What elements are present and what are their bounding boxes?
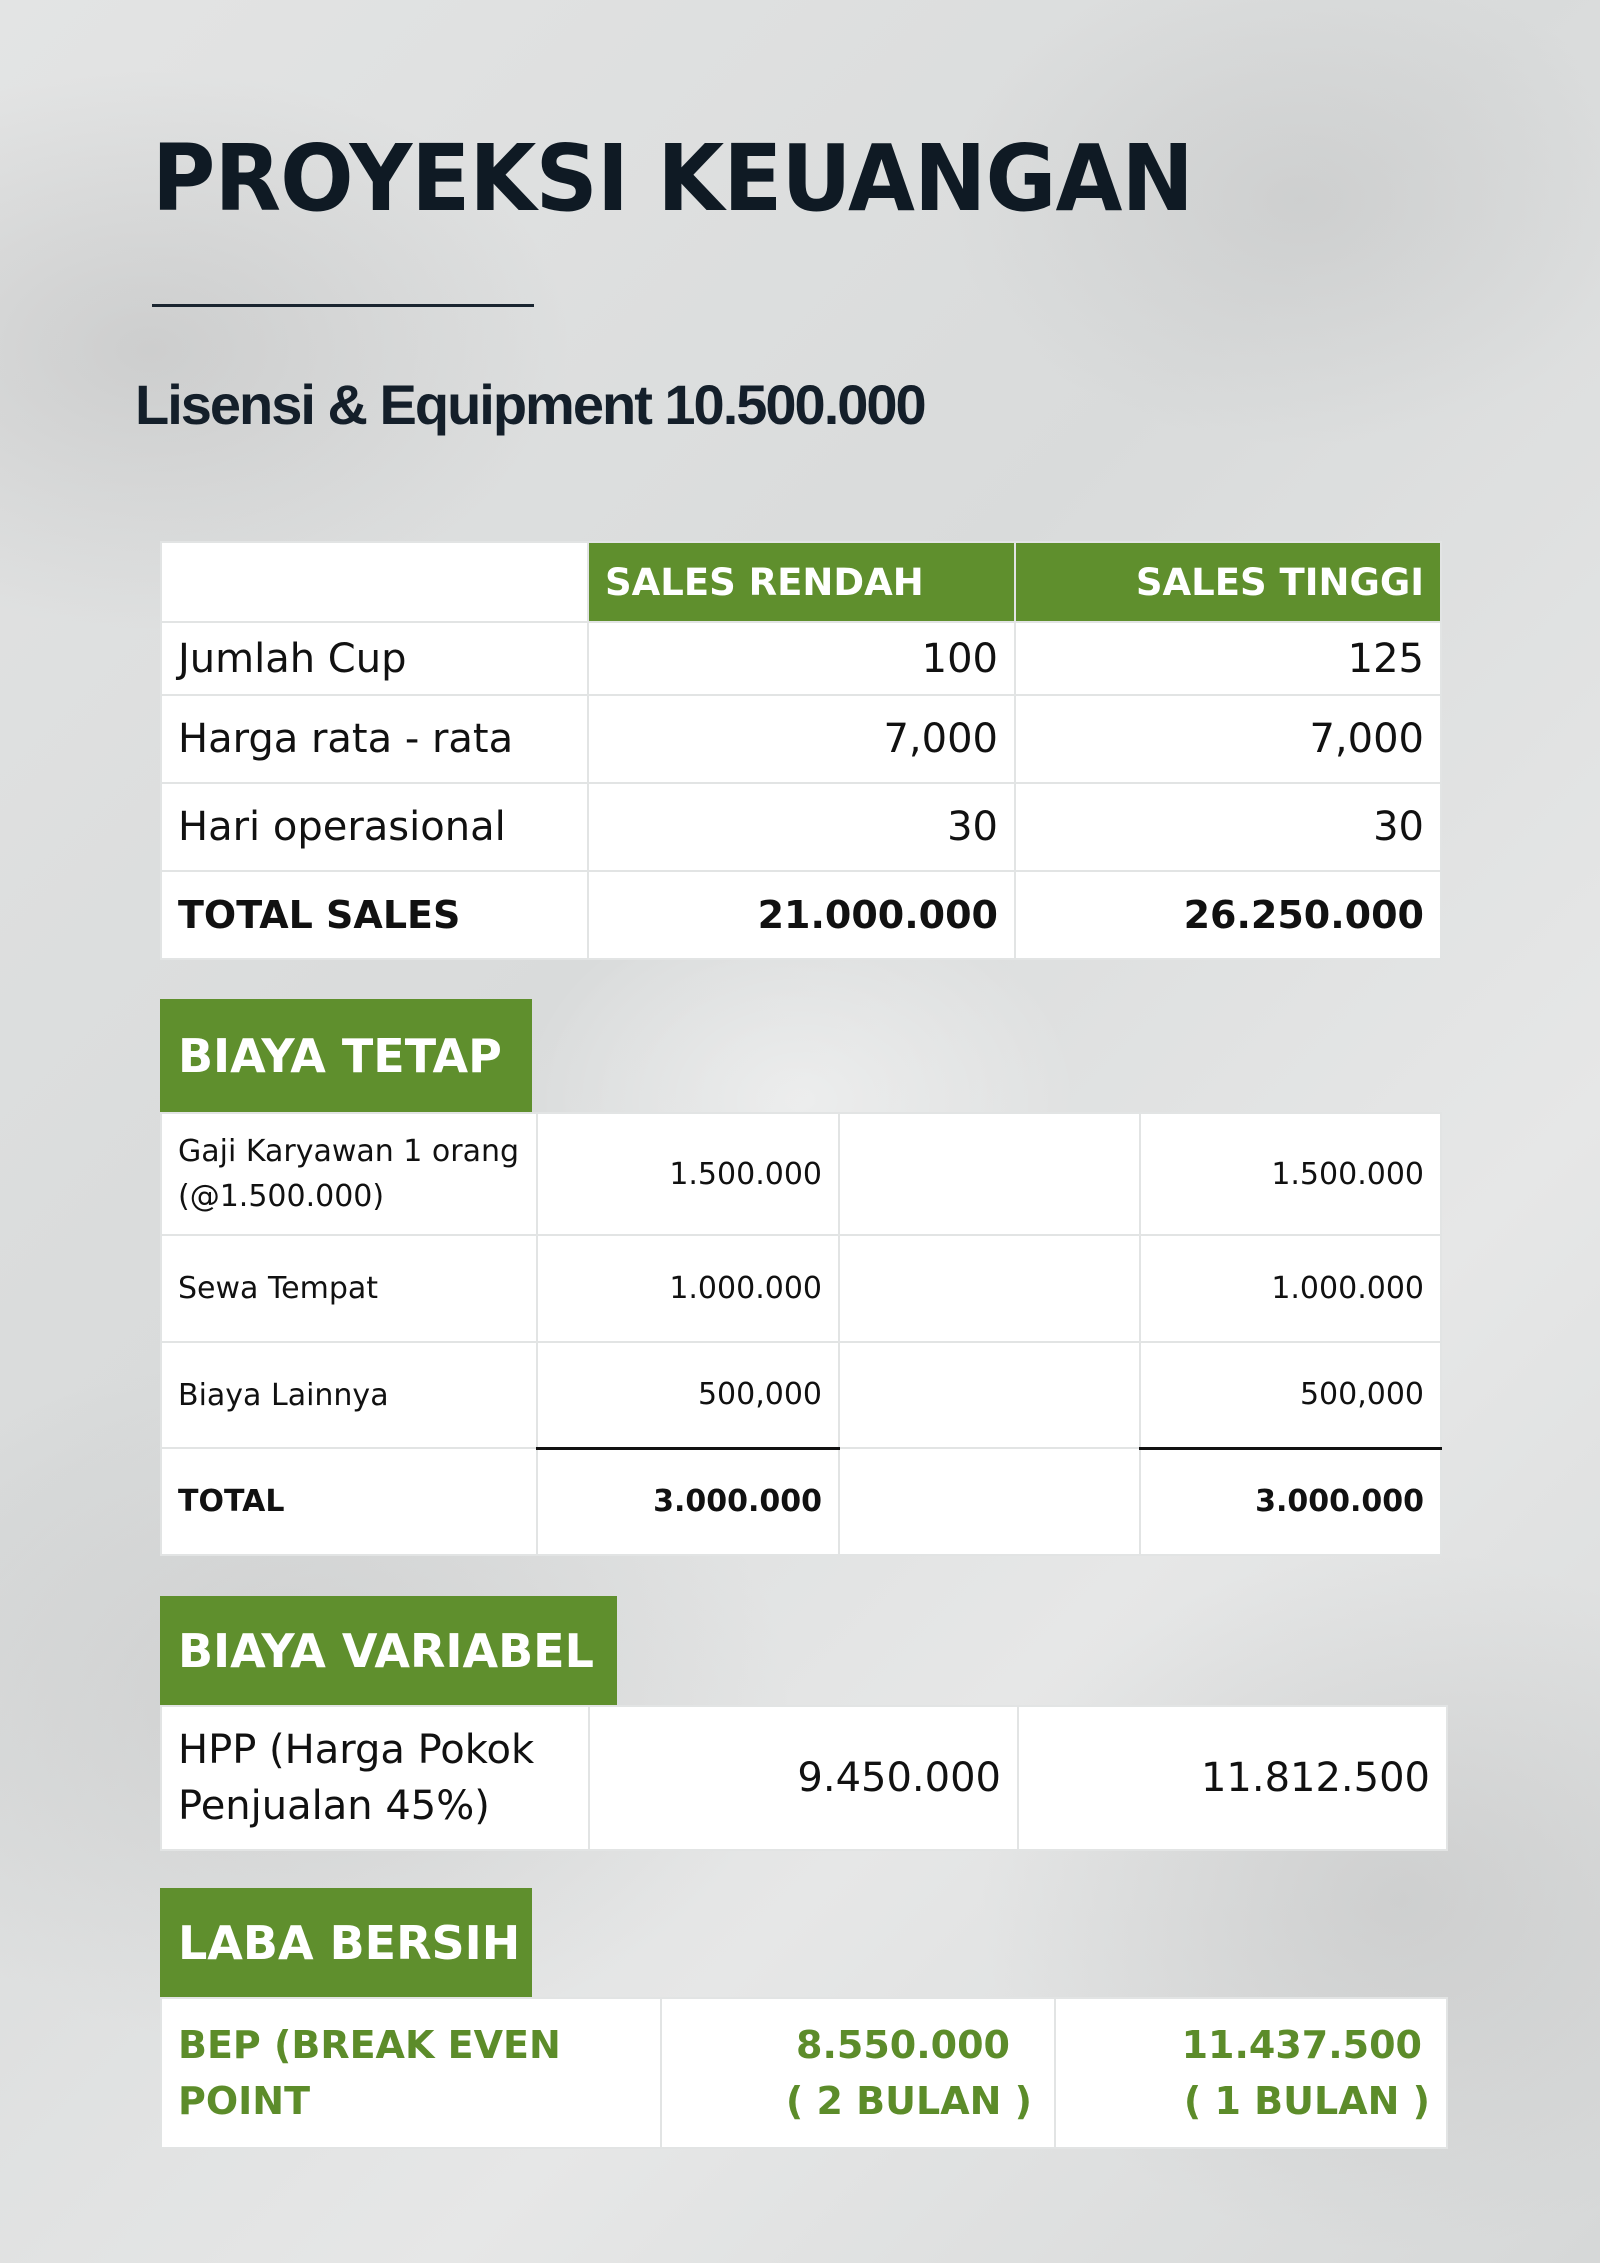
low-value: 9.450.000: [589, 1706, 1018, 1850]
variable-costs-heading: BIAYA VARIABEL: [160, 1596, 617, 1705]
total-sales-high: 26.250.000: [1015, 871, 1441, 959]
bep-low-months: ( 2 BULAN ): [785, 2079, 1032, 2123]
low-value: 7,000: [588, 695, 1015, 783]
empty-cell: [839, 1448, 1140, 1555]
bep-low-amount: 8.550.000: [796, 2023, 1010, 2067]
total-sales-label: TOTAL SALES: [161, 871, 588, 959]
label-line: Gaji Karyawan 1 orang: [178, 1134, 520, 1169]
label-line: (@1.500.000): [178, 1179, 385, 1214]
fixed-total-row: [161, 1448, 1441, 1555]
high-value: 1.500.000: [1140, 1113, 1441, 1235]
table-row: [161, 783, 1441, 871]
table-row: [161, 695, 1441, 783]
row-label: [161, 1706, 589, 1850]
table-row: [161, 1113, 1441, 1235]
empty-cell: [839, 1113, 1140, 1235]
high-value: [1055, 1998, 1447, 2148]
empty-cell: [839, 1235, 1140, 1342]
high-value: 11.812.500: [1018, 1706, 1447, 1850]
table-row: [161, 1998, 1447, 2148]
high-value: 7,000: [1015, 695, 1441, 783]
fixed-total-label: TOTAL: [161, 1448, 537, 1555]
low-value: 30: [588, 783, 1015, 871]
table-row: [161, 1706, 1447, 1850]
table-row: [161, 1235, 1441, 1342]
high-value: 1.000.000: [1140, 1235, 1441, 1342]
license-subtitle: Lisensi & Equipment 10.500.000: [135, 373, 925, 436]
variable-costs-table: [160, 1705, 1448, 1851]
row-label: Harga rata - rata: [161, 695, 588, 783]
row-label: Hari operasional: [161, 783, 588, 871]
high-value: 500,000: [1140, 1342, 1441, 1448]
row-label: Sewa Tempat: [161, 1235, 537, 1342]
low-value: 100: [588, 622, 1015, 695]
sales-table: [160, 541, 1442, 960]
empty-cell: [839, 1342, 1140, 1448]
fixed-costs-table: [160, 1112, 1442, 1556]
label-line: HPP (Harga Pokok: [178, 1727, 535, 1773]
sales-header-blank: [161, 542, 588, 622]
row-label: [161, 1998, 661, 2148]
fixed-costs-heading: BIAYA TETAP: [160, 999, 532, 1112]
low-value: 1.000.000: [537, 1235, 839, 1342]
label-line: Penjualan 45%): [178, 1783, 490, 1829]
low-value: 1.500.000: [537, 1113, 839, 1235]
high-value: 125: [1015, 622, 1441, 695]
bep-high-amount: 11.437.500: [1181, 2023, 1422, 2067]
sales-total-row: [161, 871, 1441, 959]
bep-high-months: ( 1 BULAN ): [1183, 2079, 1430, 2123]
total-sales-low: 21.000.000: [588, 871, 1015, 959]
low-value: [661, 1998, 1055, 2148]
table-row: [161, 622, 1441, 695]
row-label: Jumlah Cup: [161, 622, 588, 695]
page-title: PROYEKSI KEUANGAN: [152, 125, 1193, 232]
label-line: POINT: [178, 2079, 311, 2123]
sales-header-row: [161, 542, 1441, 622]
fixed-total-high: 3.000.000: [1140, 1448, 1441, 1555]
sales-low-header: SALES RENDAH: [588, 542, 1015, 622]
low-value: 500,000: [537, 1342, 839, 1448]
label-line: BEP (BREAK EVEN: [178, 2023, 561, 2067]
title-divider: [152, 304, 534, 307]
fixed-total-low: 3.000.000: [537, 1448, 839, 1555]
table-row: [161, 1342, 1441, 1448]
net-profit-table: [160, 1997, 1448, 2149]
row-label: [161, 1113, 537, 1235]
high-value: 30: [1015, 783, 1441, 871]
net-profit-heading: LABA BERSIH: [160, 1888, 532, 1997]
sales-high-header: SALES TINGGI: [1015, 542, 1441, 622]
row-label: Biaya Lainnya: [161, 1342, 537, 1448]
